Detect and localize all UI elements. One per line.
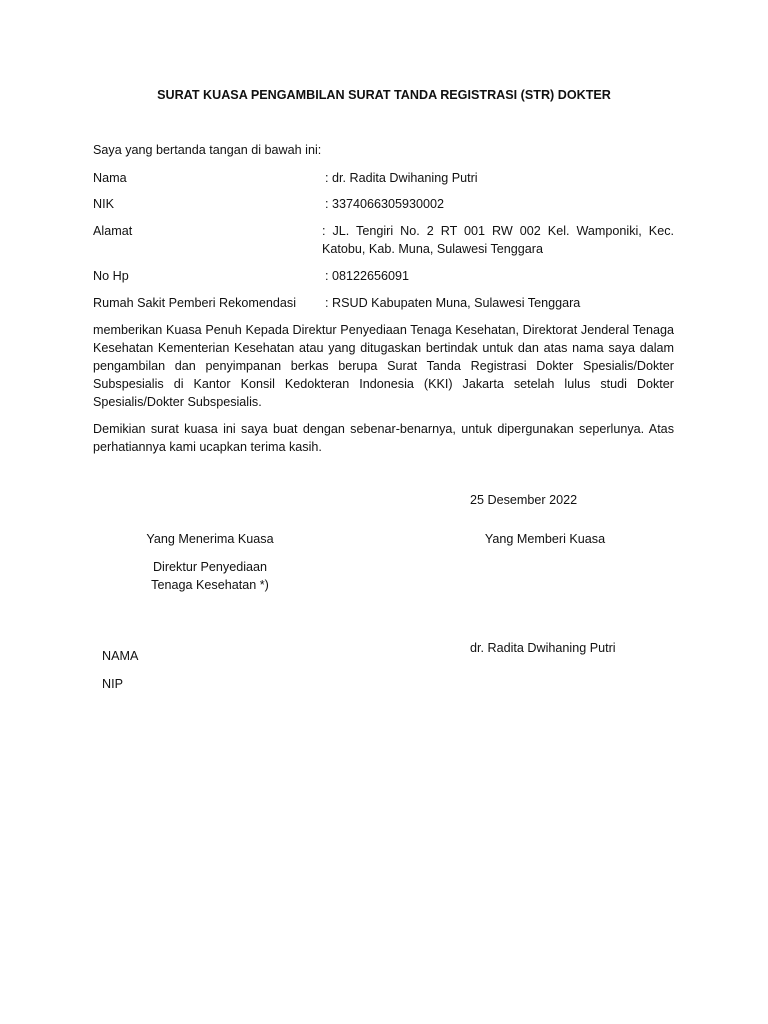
intro-text: Saya yang bertanda tangan di bawah ini: — [93, 143, 322, 157]
field-label-nik: NIK — [93, 197, 114, 211]
receiver-role-line2: Tenaga Kesehatan *) — [151, 578, 269, 592]
field-value-alamat: : JL. Tengiri No. 2 RT 001 RW 002 Kel. Wamponiki, Kec. Katobu, Kab. Muna, Sulawesi Tenggara — [322, 224, 674, 256]
field-label-nama: Nama — [93, 171, 127, 185]
field-label-nohp: No Hp — [93, 269, 129, 283]
field-value-nik: : 3374066305930002 — [325, 197, 445, 211]
receiver-name-label: NAMA — [102, 649, 139, 663]
field-value-nama: : dr. Radita Dwihaning Putri — [325, 171, 478, 185]
field-label-alamat: Alamat — [93, 224, 133, 238]
field-value-nohp: : 08122656091 — [325, 269, 410, 283]
field-value-rumah-sakit: : RSUD Kabupaten Muna, Sulawesi Tenggara — [325, 296, 581, 310]
receiver-heading: Yang Menerima Kuasa — [146, 532, 274, 546]
body-paragraph: memberikan Kuasa Penuh Kepada Direktur Penyediaan Tenaga Kesehatan, Direktorat Jenderal Tenaga Kesehatan Kementerian Kesehatan atau yang ditugaskan bertindak untuk dan atas nama saya dalam pengambilan dan penyimpanan berkas berupa Surat Tanda Registrasi Dokter Spesialis/Dokter Subspesialis di Kantor Konsil Kedokteran Indonesia (KKI) Jakarta setelah lulus studi Dokter Spesialis/Dokter Subspesialis. — [93, 323, 674, 409]
receiver-nip-label: NIP — [102, 677, 123, 691]
closing-paragraph: Demikian surat kuasa ini saya buat dengan sebenar-benarnya, untuk dipergunakan seperlunya. Atas perhatiannya kami ucapkan terima kasih. — [93, 422, 674, 454]
giver-name: dr. Radita Dwihaning Putri — [470, 641, 616, 655]
receiver-role-line1: Direktur Penyediaan — [152, 560, 268, 574]
letter-date: 25 Desember 2022 — [470, 493, 578, 507]
giver-heading: Yang Memberi Kuasa — [484, 532, 606, 546]
document-title: SURAT KUASA PENGAMBILAN SURAT TANDA REGISTRASI (STR) DOKTER — [157, 88, 611, 102]
field-label-rumah-sakit: Rumah Sakit Pemberi Rekomendasi — [93, 296, 296, 310]
